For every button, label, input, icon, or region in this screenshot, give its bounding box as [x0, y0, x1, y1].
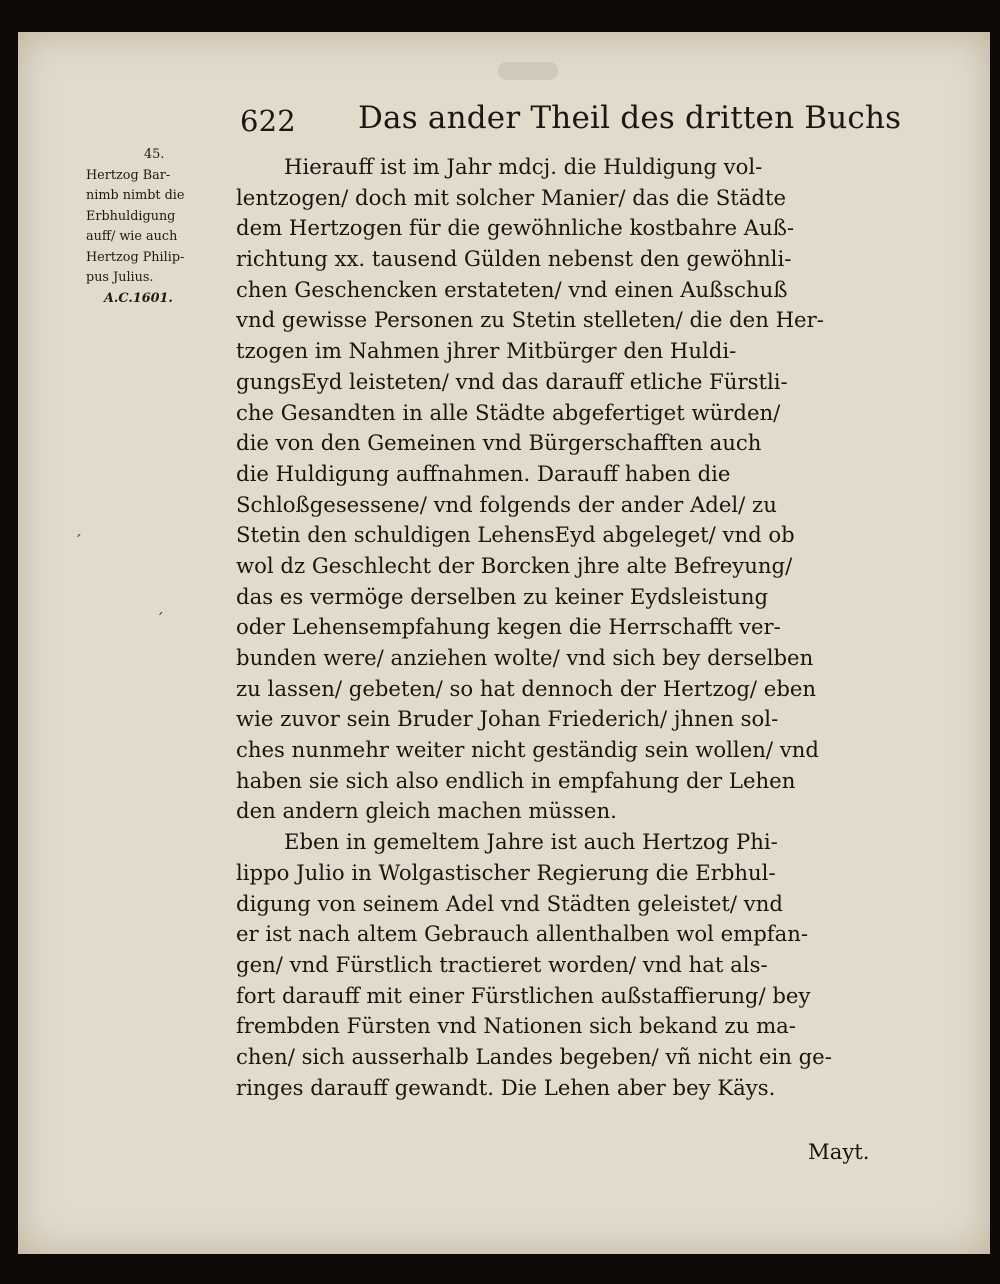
- margin-note-line: nimb nimbt die: [86, 188, 185, 203]
- text-line: fort darauff mit einer Fürstlichen außstaffierung/ bey: [236, 982, 811, 1008]
- ink-mark: ˊ: [156, 610, 164, 629]
- text-line: digung von seinem Adel vnd Städten geleistet/ vnd: [236, 890, 783, 916]
- text-line: gungsEyd leisteten/ vnd das darauff etliche Fürstli-: [236, 368, 788, 394]
- text-line: wie zuvor sein Bruder Johan Friederich/ jhnen sol-: [236, 706, 779, 732]
- margin-note-date: A.C.1601.: [104, 290, 173, 306]
- text-line: gen/ vnd Fürstlich tractieret worden/ vnd hat als-: [236, 951, 768, 977]
- margin-note-number: 45.: [144, 147, 165, 162]
- text-line: oder Lehensempfahung kegen die Herrschafft ver-: [236, 614, 781, 640]
- text-line: vnd gewisse Personen zu Stetin stelleten/ die den Her-: [236, 307, 824, 333]
- text-line: haben sie sich also endlich in empfahung der Lehen: [236, 767, 796, 793]
- text-line: er ist nach altem Gebrauch allenthalben wol empfan-: [236, 921, 809, 947]
- text-line: che Gesandten in alle Städte abgefertiget würden/: [236, 399, 781, 425]
- body-text: [236, 152, 902, 1103]
- margin-note-line: auff/ wie auch: [86, 229, 178, 244]
- ink-mark: ˊ: [74, 532, 82, 551]
- text-line: Schloßgesessene/ vnd folgends der ander Adel/ zu: [236, 491, 777, 517]
- text-line: richtung xx. tausend Gülden nebenst den gewöhnli-: [236, 246, 792, 272]
- text-line: Hierauff ist im Jahr mdcj. die Huldigung vol-: [284, 154, 763, 179]
- page-header: [240, 100, 902, 146]
- text-line: zu lassen/ gebeten/ so hat dennoch der Hertzog/ eben: [236, 675, 817, 701]
- text-line: das es vermöge derselben zu keiner Eydsleistung: [236, 583, 769, 609]
- running-title: Das ander Theil des dritten Buchs: [358, 100, 902, 136]
- text-line: tzogen im Nahmen jhrer Mitbürger den Huldi-: [236, 338, 737, 364]
- text-line: die von den Gemeinen vnd Bürgerschafften auch: [236, 430, 762, 456]
- text-line: chen/ sich ausserhalb Landes begeben/ vñ nicht ein ge-: [236, 1043, 832, 1069]
- margin-note-line: pus Julius.: [86, 270, 154, 285]
- text-line: lippo Julio in Wolgastischer Regierung die Erbhul-: [236, 859, 776, 885]
- margin-note-line: Hertzog Philip-: [86, 249, 185, 265]
- margin-note-line: Hertzog Bar-: [86, 167, 171, 183]
- text-line: bunden were/ anziehen wolte/ vnd sich bey derselben: [236, 645, 814, 670]
- text-line: die Huldigung auffnahmen. Darauff haben die: [236, 460, 731, 486]
- text-line: ringes darauff gewandt. Die Lehen aber bey Käys.: [236, 1074, 776, 1100]
- paper-stain: [498, 62, 558, 80]
- book-page: [18, 32, 990, 1254]
- text-line: ches nunmehr weiter nicht geständig sein wollen/ vnd: [236, 737, 819, 763]
- text-line: den andern gleich machen müssen.: [236, 798, 617, 824]
- text-line: Stetin den schuldigen LehensEyd abgeleget/ vnd ob: [236, 522, 795, 548]
- catchword: Mayt.: [808, 1139, 870, 1164]
- text-line: lentzogen/ doch mit solcher Manier/ das die Städte: [236, 184, 786, 210]
- page-number: 622: [240, 104, 296, 138]
- margin-note-line: Erbhuldigung: [86, 208, 176, 224]
- text-line: dem Hertzogen für die gewöhnliche kostbahre Auß-: [236, 215, 795, 241]
- text-line: wol dz Geschlecht der Borcken jhre alte Befreyung/: [236, 552, 793, 578]
- text-line: Eben in gemeltem Jahre ist auch Hertzog Phi-: [284, 829, 778, 855]
- text-line: frembden Fürsten vnd Nationen sich bekand zu ma-: [236, 1013, 796, 1039]
- margin-note: [86, 145, 226, 309]
- text-line: chen Geschencken erstateten/ vnd einen Außschuß: [236, 276, 788, 302]
